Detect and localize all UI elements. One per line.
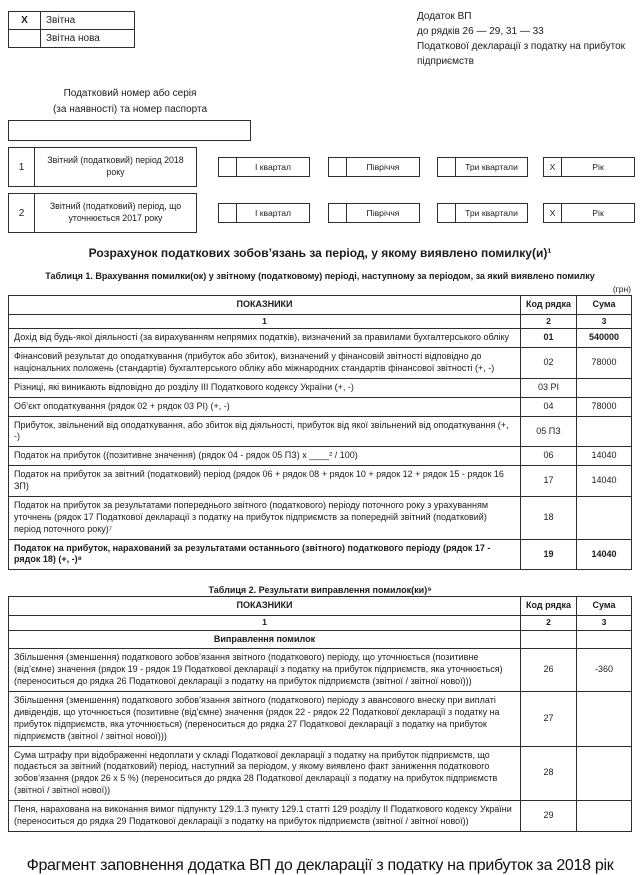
sum-cell — [577, 378, 632, 397]
table-row-03 — [9, 378, 632, 397]
indicator-cell: Пеня, нарахована на виконання вимог підпункту 129.1.3 пункту 129.1 статті 129 розділу ІІ Податкового кодексу України (переноситься до рядка 29 Податкової декларації з податку на прибуток підприємств (звітної / звітної нової)) — [9, 801, 521, 832]
sum-cell: 78000 — [577, 397, 632, 416]
table-row-01 — [9, 329, 632, 348]
appendix-line-1: Додаток ВП — [417, 11, 472, 22]
period2-threequarters-checkbox[interactable] — [438, 204, 456, 222]
sum-cell: 14040 — [577, 539, 632, 570]
currency-note: (грн) — [612, 284, 631, 294]
colnum-1: 1 — [9, 314, 521, 328]
appendix-reference — [417, 9, 627, 69]
indicator-cell: Об’єкт оподаткування (рядок 02 + рядок 03 РІ) (+, -) — [9, 397, 521, 416]
sum-cell: 78000 — [577, 348, 632, 379]
sum-cell: -360 — [577, 649, 632, 692]
table-row-17 — [9, 466, 632, 497]
indicator-cell: Сума штрафу при відображенні недоплати у складі Податкової декларації з податку на прибуток підприємств, що подається за звітний (податковий) період, наступний за періодом, у якому виявлено факт заниження податкового зобов’язання (рядок 26 х 5 %) (переноситься до рядка 28 Податкової декларації з податку на прибуток підприємств (звітної / звітної нової)) — [9, 746, 521, 801]
period1-halfyear-label: Півріччя — [366, 162, 400, 172]
code-cell: 18 — [521, 496, 577, 539]
table-row-02 — [9, 348, 632, 379]
report-type-row — [9, 12, 135, 30]
tax-number-label-line1: Податковий номер або серія — [63, 88, 197, 99]
period1-option-halfyear — [328, 157, 420, 177]
table-row-26 — [9, 649, 632, 692]
table1-header-code: Код рядка — [521, 296, 577, 315]
sum-cell: 540000 — [577, 329, 632, 348]
report-type-checkbox-zvitna[interactable]: X — [9, 12, 41, 30]
table1-header-indicators: ПОКАЗНИКИ — [9, 296, 521, 315]
period2-threequarters-label: Три квартали — [465, 208, 518, 218]
table1-header-row — [9, 296, 632, 315]
sum-cell: 14040 — [577, 466, 632, 497]
table1 — [8, 295, 632, 570]
indicator-cell: Податок на прибуток, нарахований за результатами останнього (звітного) податкового періоду (рядок 17 - рядок 18) (+, -)⁸ — [9, 539, 521, 570]
form-header — [0, 0, 640, 240]
period2-q1-label: І квартал — [254, 208, 291, 218]
table2-colnum-row — [9, 616, 632, 630]
period2-halfyear-checkbox[interactable] — [329, 204, 347, 222]
indicator-cell: Різниці, які виникають відповідно до розділу ІІІ Податкового кодексу України (+, -) — [9, 378, 521, 397]
period1-label: Звітний (податковий) період 2018 року — [34, 147, 197, 187]
report-type-label-zvitna: Звітна — [41, 12, 135, 30]
table-row-19 — [9, 539, 632, 570]
code-cell: 01 — [521, 329, 577, 348]
period2-year-label: Рік — [592, 208, 604, 218]
indicator-cell: Прибуток, звільнений від оподаткування, або збиток від діяльності, прибуток від якої звільнений від оподаткування (+, -) — [9, 416, 521, 447]
table2-title: Таблиця 2. Результати виправлення помилок(ки)⁹ — [208, 585, 432, 596]
sum-cell — [577, 630, 632, 649]
period1-option-year — [543, 157, 635, 177]
period2-option-q1 — [218, 203, 310, 223]
period1-q1-label: І квартал — [254, 162, 291, 172]
indicator-cell: Податок на прибуток за звітний (податковий) період (рядок 06 + рядок 08 + рядок 10 + рядок 12 + рядок 15 - рядок 16 ЗП) — [9, 466, 521, 497]
code-cell: 04 — [521, 397, 577, 416]
section-label: Виправлення помилок — [9, 630, 521, 649]
table-row-06 — [9, 447, 632, 466]
period1-year-checkbox[interactable]: X — [544, 158, 562, 176]
period2-option-year — [543, 203, 635, 223]
sum-cell: 14040 — [577, 447, 632, 466]
period2-year-checkbox[interactable]: X — [544, 204, 562, 222]
colnum-2: 2 — [521, 314, 577, 328]
code-cell: 02 — [521, 348, 577, 379]
table2-header-sum: Сума — [577, 597, 632, 616]
table-row-27 — [9, 692, 632, 747]
table2-header-indicators: ПОКАЗНИКИ — [9, 597, 521, 616]
code-cell: 06 — [521, 447, 577, 466]
tax-number-input[interactable] — [8, 120, 251, 141]
page-title: Розрахунок податкових зобов’язань за період, у якому виявлено помилку(и)¹ — [88, 246, 552, 260]
table1-header-sum: Сума — [577, 296, 632, 315]
period2-option-threequarters — [437, 203, 528, 223]
period1-threequarters-checkbox[interactable] — [438, 158, 456, 176]
period1-option-threequarters — [437, 157, 528, 177]
period1-year-label: Рік — [592, 162, 604, 172]
appendix-line-2: до рядків 26 — 29, 31 — 33 — [417, 26, 544, 37]
table-row-18 — [9, 496, 632, 539]
sum-cell — [577, 746, 632, 801]
sum-cell — [577, 496, 632, 539]
table-row-28 — [9, 746, 632, 801]
code-cell: 29 — [521, 801, 577, 832]
indicator-cell: Фінансовий результат до оподаткування (прибуток або збиток), визначений у фінансовій звітності відповідно до національних положень (стандартів) бухгалтерського обліку або міжнародних стандартів фінансової звітності (+, -) — [9, 348, 521, 379]
tax-number-label-line2: (за наявності) та номер паспорта — [52, 103, 208, 115]
report-type-checkbox-zvitna-nova[interactable] — [9, 30, 41, 48]
colnum-2: 2 — [521, 616, 577, 630]
indicator-cell: Дохід від будь-якої діяльності (за вирахуванням непрямих податків), визначений за правилами бухгалтерського обліку — [9, 329, 521, 348]
table2 — [8, 596, 632, 831]
table-row-05 — [9, 416, 632, 447]
indicator-cell: Податок на прибуток за результатами попереднього звітного (податкового) періоду поточного року з урахуванням уточнень (рядок 17 Податкової декларації з податку на прибуток підприємств за попередній звітний (податковий) період поточного року)⁷ — [9, 496, 521, 539]
period1-number: 1 — [8, 147, 35, 187]
table2-section-row — [9, 630, 632, 649]
tax-number-label — [10, 86, 250, 117]
report-type-row — [9, 30, 135, 48]
code-cell: 28 — [521, 746, 577, 801]
period1-q1-checkbox[interactable] — [219, 158, 237, 176]
table1-title: Таблиця 1. Врахування помилки(ок) у звітному (податковому) періоді, наступному за періодом, за який виявлено помилку — [45, 271, 595, 281]
period2-q1-checkbox[interactable] — [219, 204, 237, 222]
table1-colnum-row — [9, 314, 632, 328]
code-cell: 03 РІ — [521, 378, 577, 397]
table-row-04 — [9, 397, 632, 416]
period2-halfyear-label: Півріччя — [366, 208, 400, 218]
sum-cell — [577, 692, 632, 747]
report-type-table — [8, 11, 135, 48]
code-cell: 19 — [521, 539, 577, 570]
colnum-3: 3 — [577, 616, 632, 630]
code-cell — [521, 630, 577, 649]
period1-threequarters-label: Три квартали — [465, 162, 518, 172]
code-cell: 27 — [521, 692, 577, 747]
report-type-label-zvitna-nova: Звітна нова — [41, 30, 135, 48]
code-cell: 17 — [521, 466, 577, 497]
table-row-29 — [9, 801, 632, 832]
period1-option-q1 — [218, 157, 310, 177]
period2-label: Звітний (податковий) період, що уточнюється 2017 року — [34, 193, 197, 233]
code-cell: 05 ПЗ — [521, 416, 577, 447]
period1-halfyear-checkbox[interactable] — [329, 158, 347, 176]
sum-cell — [577, 416, 632, 447]
period2-number: 2 — [8, 193, 35, 233]
indicator-cell: Збільшення (зменшення) податкового зобов’язання звітного (податкового) періоду, що уточнюється (позитивне (від’ємне) значення (рядок 19 - рядок 19 Податкової декларації з податку на прибуток підприємств, яка уточнюється) (переноситься до рядка 26 Податкової декларації з податку на прибуток підприємств (звітної / звітної нової))) — [9, 649, 521, 692]
colnum-3: 3 — [577, 314, 632, 328]
appendix-line-3: Податкової декларації з податку на прибуток підприємств — [417, 41, 626, 67]
table2-header-code: Код рядка — [521, 597, 577, 616]
code-cell: 26 — [521, 649, 577, 692]
figure-caption: Фрагмент заповнення додатка ВП до декларації з податку на прибуток за 2018 рік — [26, 856, 614, 874]
indicator-cell: Податок на прибуток ((позитивне значення) (рядок 04 - рядок 05 ПЗ) х ____² / 100) — [9, 447, 521, 466]
indicator-cell: Збільшення (зменшення) податкового зобов’язання звітного (податкового) періоду з авансового внеску при виплаті дивідендів, що уточнюється (позитивне (від’ємне) значення (рядок 22 - рядок 22 Податкової декларації з податку на прибуток підприємств, яка уточнюється) (переноситься до рядка 27 Податкової декларації з податку на прибуток підприємств (звітної / звітної нової))) — [9, 692, 521, 747]
period2-option-halfyear — [328, 203, 420, 223]
table2-header-row — [9, 597, 632, 616]
sum-cell — [577, 801, 632, 832]
colnum-1: 1 — [9, 616, 521, 630]
